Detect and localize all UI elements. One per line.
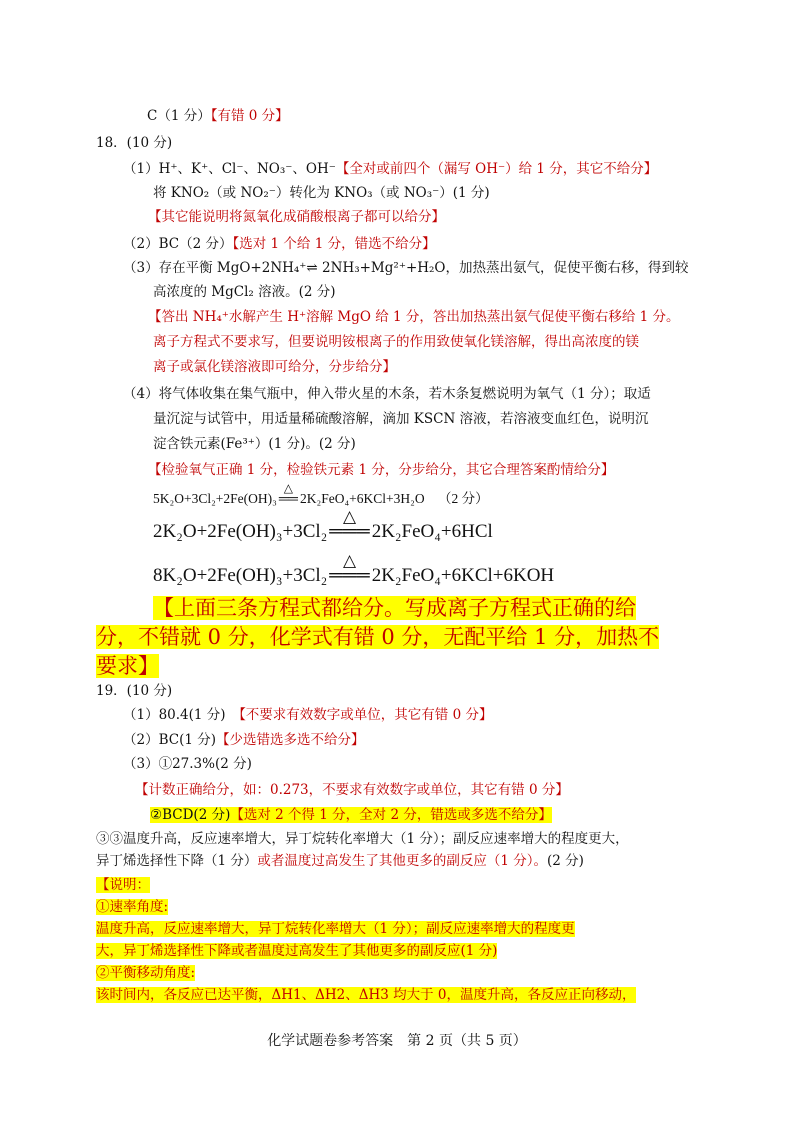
- equation-1-products: 2K₂FeO₄+6KCl+3H₂O: [299, 491, 425, 506]
- q19-3-answer-1: （3）①27.3%(2 分): [123, 756, 252, 772]
- q19-2-choice: （2）BC(1 分): [123, 732, 217, 748]
- q19-3-choice: ②BCD(2 分): [150, 807, 231, 823]
- q19-2-note: 【少选错选多选不给分】: [216, 732, 365, 748]
- q18-3-note-3: 离子或氯化镁溶液即可给分，分步给分】: [153, 359, 396, 375]
- equation-3-reactants: 8K₂O+2Fe(OH)₃+3Cl₂: [153, 565, 328, 586]
- equation-1: [153, 481, 489, 507]
- equation-3-products: 2K₂FeO₄+6KCl+6KOH: [371, 565, 555, 586]
- q19-3-note-1: 【计数正确给分，如：0.273，不要求有效数字或单位，其它有错 0 分】: [135, 782, 569, 798]
- equation-2-arrow: △ ═══: [329, 507, 370, 542]
- q19-2-answer: [123, 731, 365, 749]
- heat-triangle-icon: △: [342, 551, 357, 570]
- equation-1-score: （2 分）: [437, 491, 489, 506]
- explanation-rate-heading: ①速率角度:: [96, 899, 169, 915]
- explanation-title: 【说明：: [96, 877, 150, 893]
- heat-triangle-icon: △: [342, 507, 357, 526]
- equation-2: [153, 507, 493, 543]
- q19-3-note-2: 【选对 2 个得 1 分，全对 2 分，错选或多选不给分】: [230, 807, 552, 823]
- equation-1-reactants: 5K₂O+3Cl₂+2Fe(OH)₃: [153, 491, 277, 506]
- q18-1-note: 【全对或前四个（漏写 OH⁻）给 1 分，其它不给分】: [335, 161, 658, 177]
- q18-1-answer: [123, 160, 657, 178]
- answer-c-note: 【有错 0 分】: [210, 108, 289, 124]
- q18-1-ions: （1）H⁺、K⁺、Cl⁻、NO₃⁻、OH⁻: [123, 161, 336, 177]
- heat-triangle-icon: △: [283, 481, 294, 495]
- q18-3-line-1: （3）存在平衡 MgO+2NH₄⁺⇌ 2NH₃+Mg²⁺+H₂O，加热蒸出氨气，促使平衡右移，得到较: [123, 260, 689, 276]
- big-note-line-1: 【上面三条方程式都给分。写成离子方程式正确的给: [153, 596, 636, 620]
- q19-3-answer-3-line-1: ③③温度升高，反应速率增大，异丁烷转化率增大（1 分）；副反应速率增大的程度更大，: [96, 831, 629, 847]
- big-note-line-3: 要求】: [96, 654, 159, 678]
- q18-2-choice: （2）BC（2 分）: [123, 236, 233, 252]
- q18-3-note-1: 【答出 NH₄⁺水解产生 H⁺溶解 MgO 给 1 分，答出加热蒸出氨气促使平衡右移给 1 分。: [148, 309, 680, 325]
- q18-4-line-1: （4）将气体收集在集气瓶中，伸入带火星的木条，若木条复燃说明为氧气（1 分）；取适: [123, 386, 651, 402]
- q18-4-note: 【检验氧气正确 1 分，检验铁元素 1 分，分步给分，其它合理答案酌情给分】: [148, 462, 615, 478]
- q18-3-note-2: 离子方程式不要求写，但要说明铵根离子的作用致使氧化镁溶解，得出高浓度的镁: [153, 334, 639, 350]
- q18-4-line-2: 量沉淀与试管中，用适量稀硫酸溶解，滴加 KSCN 溶液，若溶液变血红色，说明沉: [153, 411, 649, 427]
- q18-4-line-3: 淀含铁元素(Fe³⁺）(1 分)。(2 分): [153, 436, 356, 452]
- big-note-line-2: 分，不错就 0 分，化学式有错 0 分，无配平给 1 分，加热不: [96, 625, 660, 649]
- q18-1-conversion: 将 KNO₂（或 NO₂⁻）转化为 KNO₃（或 NO₃⁻）(1 分): [153, 185, 490, 201]
- page-footer: 化学试题卷参考答案 第 2 页（共 5 页）: [267, 1033, 527, 1049]
- q19-1-value: （1）80.4(1 分): [123, 707, 226, 723]
- answer-c-line: [147, 107, 289, 125]
- equation-3-arrow: △ ═══: [329, 551, 370, 586]
- q18-2-note: 【选对 1 个给 1 分，错选不给分】: [232, 236, 436, 252]
- q19-3-answer-3-line-2: 异丁烯选择性下降（1 分）或者温度过高发生了其他更多的副反应（1 分）。(2 分): [96, 853, 584, 869]
- q19-1-answer: [123, 706, 492, 724]
- q19-3-answer-2: [150, 806, 552, 824]
- explanation-rate-line-2: 大，异丁烯选择性下降或者温度过高发生了其他更多的副反应(1 分): [96, 943, 498, 959]
- q18-3-line-2: 高浓度的 MgCl₂ 溶液。(2 分): [153, 284, 336, 300]
- equation-3: [153, 551, 555, 587]
- equation-2-products: 2K₂FeO₄+6HCl: [371, 521, 493, 542]
- answer-c: C（1 分）: [147, 108, 211, 124]
- explanation-equilibrium-line-1: 该时间内，各反应已达平衡，ΔH1、ΔH2、ΔH3 均大于 0，温度升高，各反应正向移动，: [96, 987, 636, 1003]
- equation-2-reactants: 2K₂O+2Fe(OH)₃+3Cl₂: [153, 521, 328, 542]
- explanation-rate-line-1: 温度升高，反应速率增大，异丁烷转化率增大（1 分）；副反应速率增大的程度更: [96, 921, 575, 937]
- q18-header: 18．(10 分): [96, 135, 173, 151]
- q18-1-note-2: 【其它能说明将氮氧化成硝酸根离子都可以给分】: [148, 209, 445, 225]
- explanation-equilibrium-heading: ②平衡移动角度:: [96, 965, 196, 981]
- equation-1-arrow: △ ══: [278, 481, 298, 506]
- q19-header: 19．(10 分): [96, 683, 173, 699]
- q19-1-note: 【不要求有效数字或单位，其它有错 0 分】: [239, 707, 493, 723]
- q18-2-answer: [123, 235, 436, 253]
